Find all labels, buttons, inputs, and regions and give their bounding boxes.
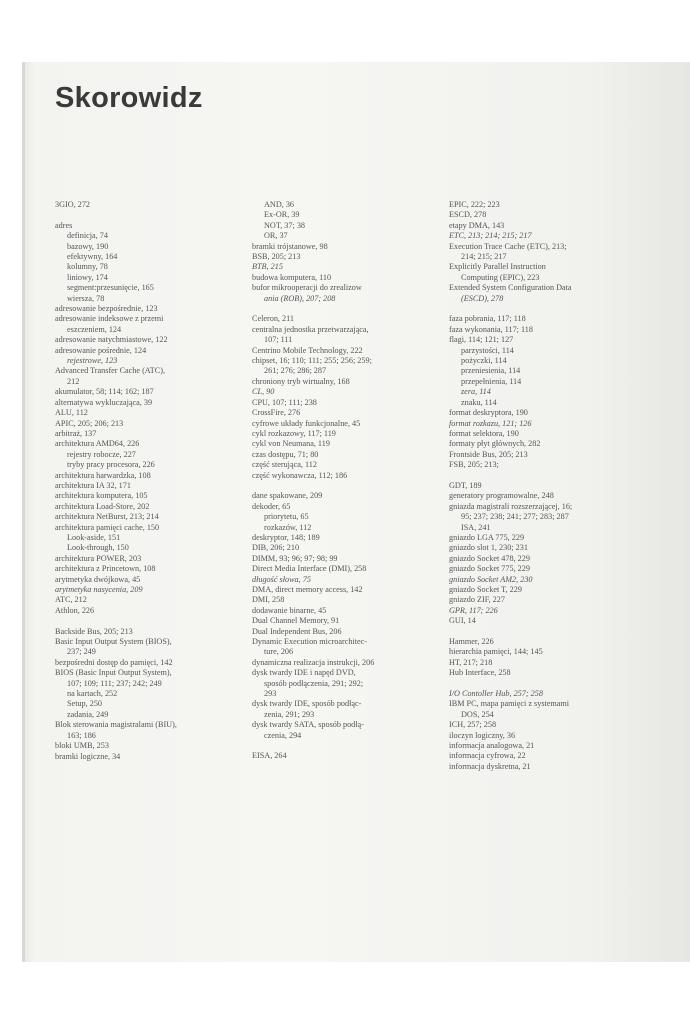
- index-subentry: bazowy, 190: [67, 241, 109, 251]
- index-entry: DIMM, 93; 96; 97; 98; 99: [252, 553, 338, 563]
- index-subentry: rejestrowe, 123: [67, 356, 118, 366]
- index-subentry: pożyczki, 114: [461, 356, 507, 366]
- letter-group-gap: [449, 304, 649, 314]
- index-entry: gniazda magistrali rozszerzającej, 16;: [449, 501, 573, 511]
- index-entry: ICH, 257; 258: [449, 720, 497, 730]
- index-subentry: Look-through, 150: [67, 543, 129, 553]
- index-entry: część sterująca, 112: [252, 460, 317, 470]
- index-subentry: 107; 111: [264, 335, 293, 345]
- index-entry: adresowanie indeksowe z przemi: [55, 314, 164, 324]
- index-subentry: rozkazów, 112: [264, 522, 312, 532]
- index-entry: gniazdo Socket AM2, 230: [449, 574, 533, 584]
- index-entry: gniazdo slot 1, 230; 231: [449, 543, 528, 553]
- index-entry: informacja dyskretna, 21: [449, 761, 531, 771]
- index-entry: ESCD, 278: [449, 210, 487, 220]
- index-subentry: definicja, 74: [67, 231, 108, 241]
- index-subentry: Look-aside, 151: [67, 532, 121, 542]
- index-subentry: OR, 37: [264, 231, 288, 241]
- index-subentry: DOS, 254: [461, 709, 494, 719]
- index-subentry: 237; 249: [67, 647, 96, 657]
- index-subentry: priorytetu, 65: [264, 512, 309, 522]
- index-entry: ALU, 112: [55, 408, 88, 418]
- index-entry: Dual Independent Bus, 206: [252, 626, 342, 636]
- index-entry: architektura komputera, 105: [55, 491, 148, 501]
- letter-group-gap: [252, 741, 442, 751]
- index-entry: architektura IA 32, 171: [55, 480, 131, 490]
- index-entry: gniazdo ZIF, 227: [449, 595, 505, 605]
- index-entry: architektura AMD64, 226: [55, 439, 140, 449]
- index-entry: Basic Input Output System (BIOS),: [55, 637, 172, 647]
- index-entry: Celeron, 211: [252, 314, 294, 324]
- index-entry: informacja analogowa, 21: [449, 741, 535, 751]
- index-subentry: kolumny, 78: [67, 262, 108, 272]
- index-subentry: przeniesienia, 114: [461, 366, 521, 376]
- index-entry: cykl rozkazowy, 117; 119: [252, 428, 336, 438]
- index-entry: Backside Bus, 205; 213: [55, 626, 133, 636]
- index-subentry: wiersza, 78: [67, 293, 105, 303]
- index-entry: BSB, 205; 213: [252, 252, 301, 262]
- index-entry: GDT, 189: [449, 480, 482, 490]
- index-entry: adresowanie bezpośrednie, 123: [55, 304, 158, 314]
- index-entry: format deskryptora, 190: [449, 408, 528, 418]
- index-entry: bramki trójstanowe, 98: [252, 241, 328, 251]
- index-entry: architektura NetBurst, 213; 214: [55, 512, 159, 522]
- page-title: Skorowidz: [55, 82, 203, 114]
- index-subentry: ania (ROB), 207; 208: [264, 293, 336, 303]
- page-binding-edge: [22, 62, 25, 962]
- index-entry: dodawanie binarne, 45: [252, 605, 327, 615]
- index-column-3: [449, 200, 649, 772]
- index-entry: format rozkazu, 121; 126: [449, 418, 532, 428]
- index-entry: Blok sterowania magistralami (BIU),: [55, 720, 177, 730]
- index-entry: CrossFire, 276: [252, 408, 301, 418]
- index-subentry: na kartach, 252: [67, 689, 118, 699]
- index-column-1: [55, 200, 245, 762]
- index-subentry: Setup, 250: [67, 699, 103, 709]
- index-subentry: 95; 237; 238; 241; 277; 283; 287: [461, 512, 569, 522]
- index-subentry: Computing (EPIC), 223: [461, 272, 540, 282]
- index-entry: dysk twardy IDE, sposób podłąc-: [252, 699, 362, 709]
- index-entry: bezpośredni dostęp do pamięci, 142: [55, 657, 173, 667]
- index-entry: ATC, 212: [55, 595, 87, 605]
- index-entry: etapy DMA, 143: [449, 220, 505, 230]
- index-entry: hierarchia pamięci, 144; 145: [449, 647, 543, 657]
- index-entry: GUI, 14: [449, 616, 476, 626]
- index-entry: Dynamic Execution microarchitec-: [252, 637, 368, 647]
- index-entry: bufor mikrooperacji do zrealizow: [252, 283, 362, 293]
- index-entry: iloczyn logiczny, 36: [449, 730, 516, 740]
- letter-group-gap: [55, 616, 245, 626]
- index-subentry: liniowy, 174: [67, 272, 108, 282]
- index-entry: bramki logiczne, 34: [55, 751, 121, 761]
- index-entry: dekoder, 65: [252, 501, 291, 511]
- index-entry: cyfrowe układy funkcjonalne, 45: [252, 418, 361, 428]
- index-entry: gniazdo LGA 775, 229: [449, 532, 525, 542]
- index-subentry: rejestry robocze, 227: [67, 449, 136, 459]
- index-subentry: (ESCD), 278: [461, 293, 504, 303]
- index-entry: Athlon, 226: [55, 605, 95, 615]
- index-entry: EPIC, 222; 223: [449, 200, 500, 209]
- index-subentry: NOT, 37; 38: [264, 220, 306, 230]
- index-entry: informacja cyfrowa, 22: [449, 751, 526, 761]
- index-subentry: Ex-OR, 39: [264, 210, 300, 220]
- index-entry: Direct Media Interface (DMI), 258: [252, 564, 367, 574]
- index-entry: adres: [55, 220, 73, 230]
- index-entry: GPR, 117; 226: [449, 605, 498, 615]
- index-entry: Dual Channel Memory, 91: [252, 616, 340, 626]
- index-entry: BIOS (Basic Input Output System),: [55, 668, 172, 678]
- index-entry: gniazdo Socket 775, 229: [449, 564, 530, 574]
- index-subentry: 293: [264, 689, 277, 699]
- index-entry: APIC, 205; 206; 213: [55, 418, 124, 428]
- index-subentry: ture, 206: [264, 647, 294, 657]
- index-entry: architektura Load-Store, 202: [55, 501, 150, 511]
- index-entry: formaty płyt głównych, 282: [449, 439, 541, 449]
- index-entry: IBM PC, mapa pamięci z systemami: [449, 699, 570, 709]
- index-subentry: zenia, 291; 293: [264, 709, 315, 719]
- index-entry: HT, 217; 218: [449, 657, 493, 667]
- index-entry: alternatywa wykluczająca, 39: [55, 397, 153, 407]
- index-entry: arytmetyka nasycenia, 209: [55, 585, 143, 595]
- index-entry: CL, 90: [252, 387, 275, 397]
- index-entry: Explicitly Parallel Instruction: [449, 262, 546, 272]
- index-entry: budowa komputera, 110: [252, 272, 332, 282]
- index-entry: akumulator, 58; 114; 162; 187: [55, 387, 154, 397]
- index-entry: BTB, 215: [252, 262, 283, 272]
- index-subentry: znaku, 114: [461, 397, 497, 407]
- index-entry: gniazdo Socket 478, 229: [449, 553, 530, 563]
- index-subentry: 212: [67, 376, 80, 386]
- index-entry: Advanced Transfer Cache (ATC),: [55, 366, 166, 376]
- index-entry: adresowanie natychmiastowe, 122: [55, 335, 168, 345]
- index-entry: Frontside Bus, 205; 213: [449, 449, 528, 459]
- index-entry: część wykonawcza, 112; 186: [252, 470, 348, 480]
- index-entry: architektura z Princetown, 108: [55, 564, 156, 574]
- index-entry: Execution Trace Cache (ETC), 213;: [449, 241, 567, 251]
- index-entry: architektura harwardzka, 108: [55, 470, 151, 480]
- index-subentry: sposób podłączenia, 291; 292;: [264, 678, 364, 688]
- index-subentry: czenia, 294: [264, 730, 302, 740]
- index-entry: dane spakowane, 209: [252, 491, 323, 501]
- index-subentry: tryby pracy procesora, 226: [67, 460, 155, 470]
- index-subentry: 214; 215; 217: [461, 252, 507, 262]
- index-entry: flagi, 114; 121; 127: [449, 335, 514, 345]
- index-subentry: 261; 276; 286; 287: [264, 366, 327, 376]
- index-entry: arytmetyka dwójkowa, 45: [55, 574, 141, 584]
- letter-group-gap: [252, 304, 442, 314]
- index-subentry: zadania, 249: [67, 709, 109, 719]
- index-entry: generatory programowalne, 248: [449, 491, 554, 501]
- index-entry: arbitraż, 137: [55, 428, 97, 438]
- index-subentry: 107; 109; 111; 237; 242; 249: [67, 678, 162, 688]
- index-subentry: AND, 36: [264, 200, 295, 209]
- index-subentry: zera, 114: [461, 387, 491, 397]
- index-entry: dysk twardy IDE i napęd DVD,: [252, 668, 356, 678]
- index-entry: architektura pamięci cache, 150: [55, 522, 160, 532]
- index-entry: EISA, 264: [252, 751, 287, 761]
- index-subentry: przepełnienia, 114: [461, 376, 522, 386]
- index-entry: architektura POWER, 203: [55, 553, 142, 563]
- index-subentry: ISA, 241: [461, 522, 491, 532]
- index-entry: długość słowa, 75: [252, 574, 311, 584]
- index-entry: faza pobrania, 117; 118: [449, 314, 526, 324]
- index-entry: dysk twardy SATA, sposób podłą-: [252, 720, 364, 730]
- index-entry: cykl von Neumana, 119: [252, 439, 330, 449]
- index-entry: Hub Interface, 258: [449, 668, 511, 678]
- letter-group-gap: [449, 679, 649, 689]
- index-entry: gniazdo Socket T, 229: [449, 585, 522, 594]
- index-subentry: efektywny, 164: [67, 252, 118, 262]
- index-entry: I/O Contoller Hub, 257; 258: [449, 689, 543, 699]
- index-subentry: parzystości, 114: [461, 345, 514, 355]
- letter-group-gap: [449, 627, 649, 637]
- index-entry: DMI, 258: [252, 595, 285, 605]
- index-entry: Hammer, 226: [449, 637, 494, 647]
- index-entry: Extended System Configuration Data: [449, 283, 572, 293]
- letter-group-gap: [55, 210, 245, 220]
- index-entry: FSB, 205; 213;: [449, 460, 499, 470]
- index-entry: DIB, 206; 210: [252, 543, 300, 553]
- index-entry: CPU, 107; 111; 238: [252, 397, 317, 407]
- index-entry: faza wykonania, 117; 118: [449, 324, 533, 334]
- index-subentry: 163; 186: [67, 730, 96, 740]
- index-subentry: segment:przesunięcie, 165: [67, 283, 154, 293]
- index-entry: format selektora, 190: [449, 428, 519, 438]
- index-entry: chroniony tryb wirtualny, 168: [252, 376, 350, 386]
- index-subentry: eszczeniem, 124: [67, 324, 122, 334]
- index-entry: bloki UMB, 253: [55, 741, 109, 751]
- index-entry: dynamiczna realizacja instrukcji, 206: [252, 657, 375, 667]
- index-entry: chipset, 16; 110; 111; 255; 256; 259;: [252, 356, 372, 366]
- index-entry: centralna jednostka przetwarzająca,: [252, 324, 369, 334]
- index-entry: czas dostępu, 71; 80: [252, 449, 319, 459]
- index-entry: DMA, direct memory access, 142: [252, 585, 363, 594]
- index-column-2: [252, 200, 442, 762]
- index-entry: deskryptor, 148; 189: [252, 532, 320, 542]
- index-entry: adresowanie pośrednie, 124: [55, 345, 147, 355]
- index-entry: ETC, 213; 214; 215; 217: [449, 231, 532, 241]
- index-entry: Centrino Mobile Technology, 222: [252, 345, 363, 355]
- letter-group-gap: [252, 481, 442, 491]
- letter-group-gap: [449, 471, 649, 481]
- index-entry: 3GIO, 272: [55, 200, 91, 209]
